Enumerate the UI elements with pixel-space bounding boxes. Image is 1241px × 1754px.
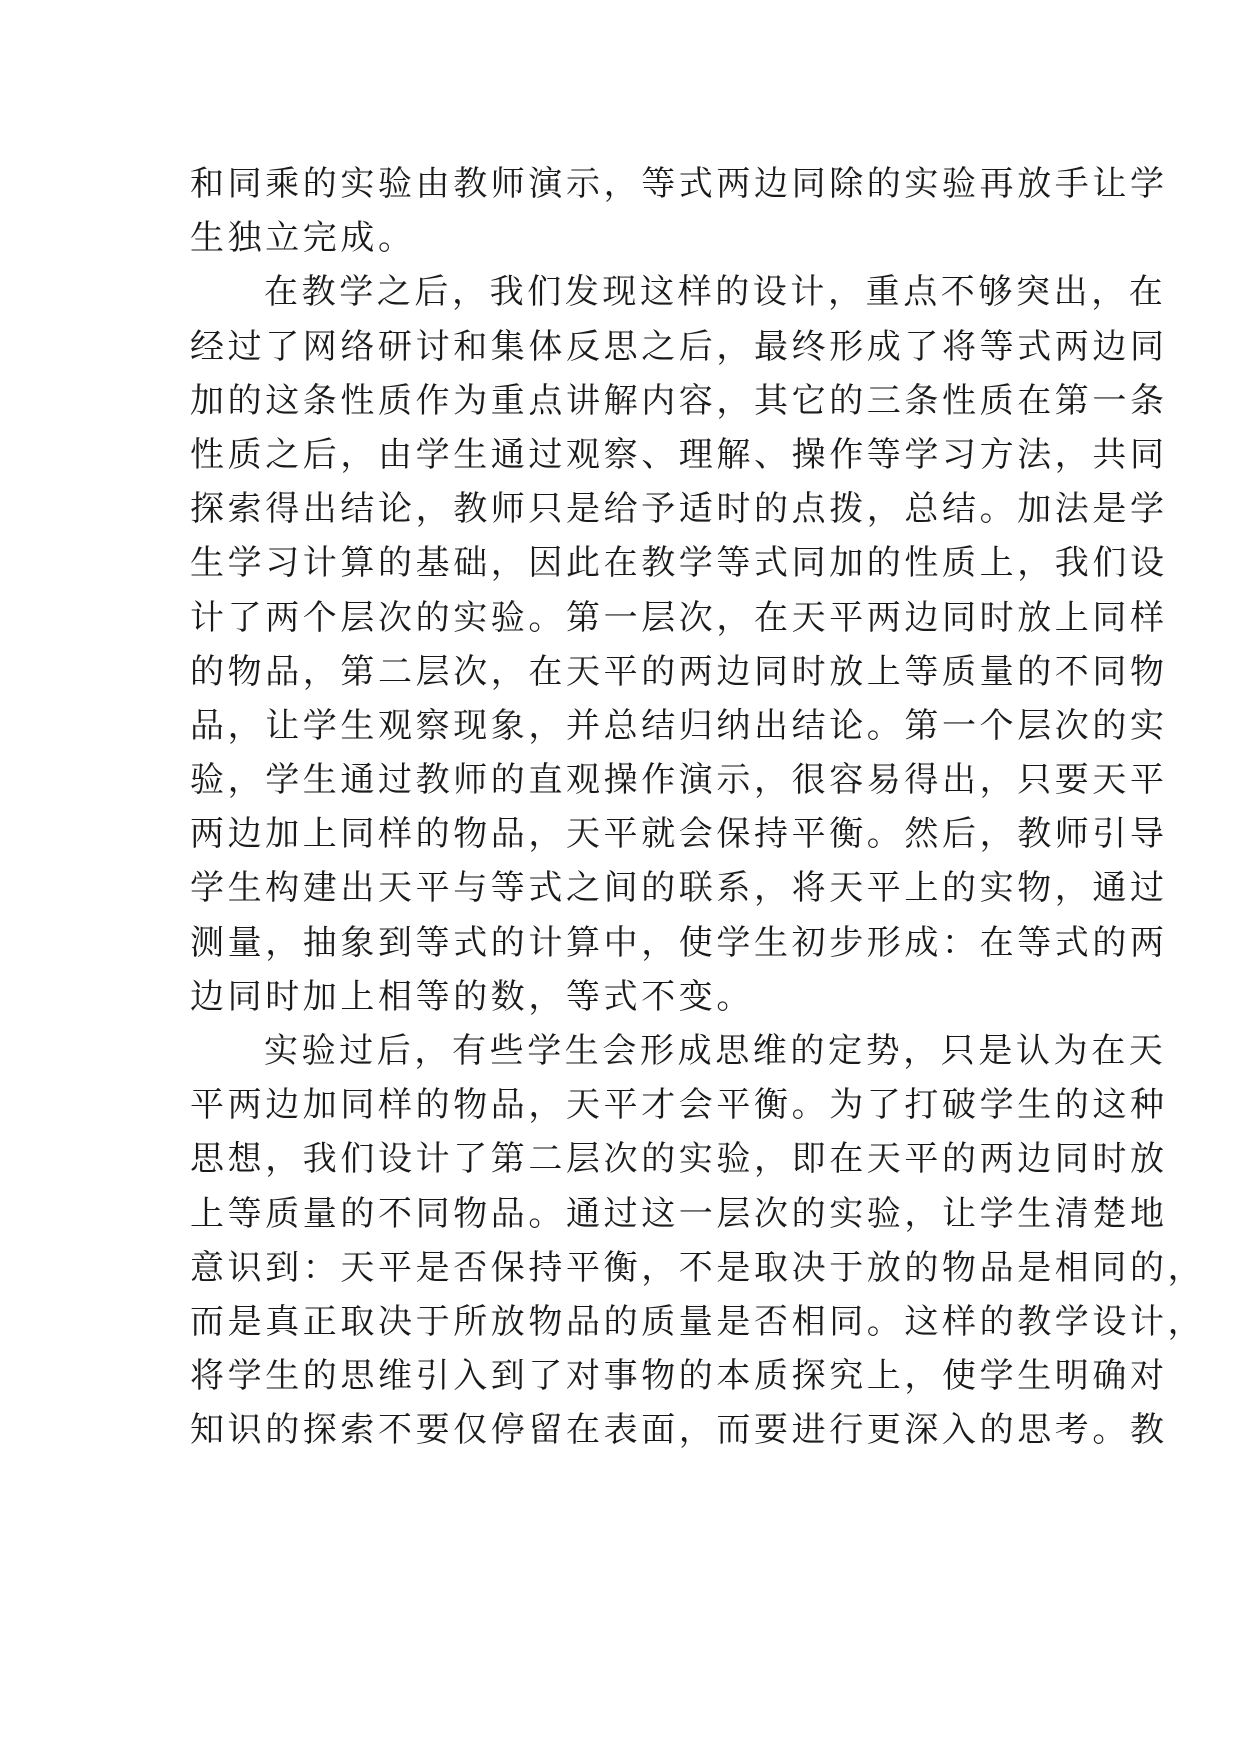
text-line: 性质之后，由学生通过观察、理解、操作等学习方法，共同	[190, 434, 1168, 475]
text-line: 而是真正取决于所放物品的质量是否相同。这样的教学设计，	[190, 1301, 1206, 1342]
text-line: 两边加上同样的物品，天平就会保持平衡。然后，教师引导	[190, 814, 1168, 855]
text-line: 和同乘的实验由教师演示，等式两边同除的实验再放手让学	[190, 164, 1168, 204]
text-line: 生学习计算的基础，因此在教学等式同加的性质上，我们设	[190, 543, 1168, 584]
text-line: 探索得出结论，教师只是给予适时的点拨，总结。加法是学	[190, 489, 1168, 530]
text-line: 经过了网络研讨和集体反思之后，最终形成了将等式两边同	[190, 326, 1168, 367]
body-text	[190, 157, 1206, 1458]
text-line: 意识到：天平是否保持平衡，不是取决于放的物品是相同的，	[190, 1247, 1206, 1288]
text-line: 的物品，第二层次，在天平的两边同时放上等质量的不同物	[190, 651, 1168, 692]
paragraph-start-line: 在教学之后，我们发现这样的设计，重点不够突出，在	[264, 272, 1167, 313]
text-line: 验，学生通过教师的直观操作演示，很容易得出，只要天平	[190, 760, 1168, 801]
text-line: 平两边加同样的物品，天平才会平衡。为了打破学生的这种	[190, 1085, 1168, 1126]
text-line: 加的这条性质作为重点讲解内容，其它的三条性质在第一条	[190, 380, 1168, 421]
text-line: 计了两个层次的实验。第一层次，在天平两边同时放上同样	[190, 597, 1168, 638]
text-line: 边同时加上相等的数，等式不变。	[190, 976, 754, 1017]
text-line: 生独立完成。	[190, 218, 416, 259]
paragraph-start-line: 实验过后，有些学生会形成思维的定势，只是认为在天	[264, 1031, 1167, 1071]
text-line: 思想，我们设计了第二层次的实验，即在天平的两边同时放	[190, 1139, 1168, 1180]
text-line: 知识的探索不要仅停留在表面，而要进行更深入的思考。教	[190, 1410, 1168, 1451]
text-line: 品，让学生观察现象，并总结归纳出结论。第一个层次的实	[190, 705, 1168, 746]
text-line: 测量，抽象到等式的计算中，使学生初步形成：在等式的两	[190, 922, 1168, 963]
text-line: 将学生的思维引入到了对事物的本质探究上，使学生明确对	[190, 1356, 1168, 1397]
text-line: 上等质量的不同物品。通过这一层次的实验，让学生清楚地	[190, 1193, 1168, 1234]
text-line: 学生构建出天平与等式之间的联系，将天平上的实物，通过	[190, 868, 1168, 909]
